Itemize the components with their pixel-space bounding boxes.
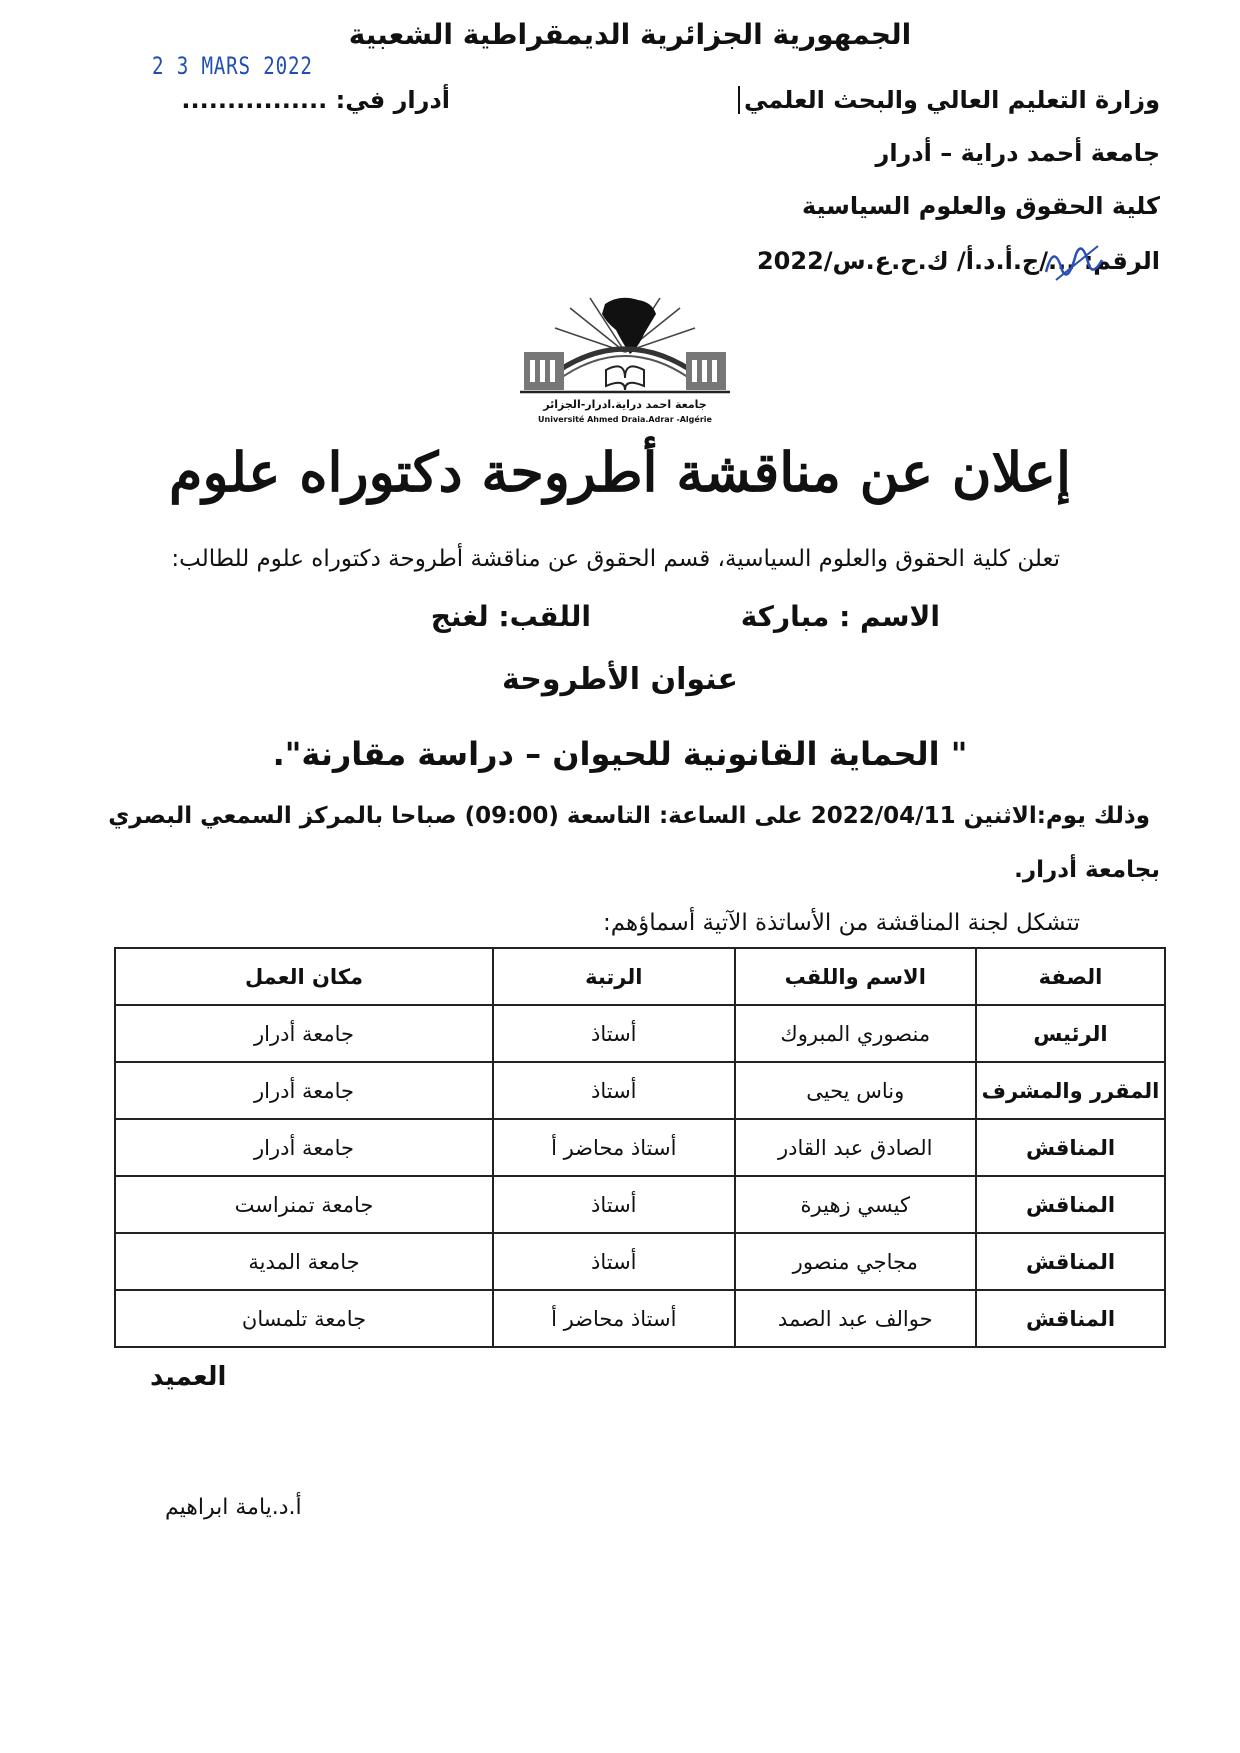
logo-arabic-name: جامعة احمد دراية.ادرار-الجزائر <box>543 398 707 411</box>
table-cell: وناس يحيى <box>735 1062 977 1119</box>
table-cell: كيسي زهيرة <box>735 1176 977 1233</box>
table-cell: المناقش <box>976 1290 1165 1347</box>
committee-intro: تتشكل لجنة المناقشة من الأساتذة الآتية أسماؤهم: <box>602 910 1080 936</box>
column-header: الصفة <box>976 948 1165 1005</box>
session-details: وذلك يوم:الاثنين 2022/04/11 على الساعة: التاسعة (09:00) صباحا بالمركز السمعي البصري <box>108 803 1150 829</box>
table-row <box>115 1005 1165 1062</box>
table-cell: جامعة أدرار <box>115 1119 493 1176</box>
faculty-name: كلية الحقوق والعلوم السياسية <box>801 192 1160 220</box>
table-cell: أستاذ <box>493 1005 735 1062</box>
column-header: الاسم واللقب <box>735 948 977 1005</box>
table-cell: منصوري المبروك <box>735 1005 977 1062</box>
column-header: مكان العمل <box>115 948 493 1005</box>
table-cell: أستاذ <box>493 1176 735 1233</box>
reference-number: الرقم: .../ج.أ.د.أ/ ك.ح.ع.س/2022 <box>756 247 1160 275</box>
table-cell: المناقش <box>976 1176 1165 1233</box>
table-row <box>115 1233 1165 1290</box>
table-cell: حوالف عبد الصمد <box>735 1290 977 1347</box>
table-cell: أستاذ محاضر أ <box>493 1119 735 1176</box>
student-last-name: اللقب: لغنج <box>430 600 591 633</box>
announcement-title: إعلان عن مناقشة أطروحة دكتوراه علوم <box>169 440 1071 504</box>
thesis-title: " الحماية القانونية للحيوان – دراسة مقارنة". <box>272 735 968 773</box>
table-cell: جامعة أدرار <box>115 1062 493 1119</box>
table-cell: جامعة تلمسان <box>115 1290 493 1347</box>
date-stamp: 2 3 MARS 2022 <box>152 52 313 80</box>
university-logo <box>510 290 740 430</box>
table-row <box>115 1062 1165 1119</box>
table-row <box>115 1119 1165 1176</box>
intro-text: تعلن كلية الحقوق والعلوم السياسية، قسم الحقوق عن مناقشة أطروحة دكتوراه علوم للطالب: <box>171 546 1060 572</box>
table-cell: الرئيس <box>976 1005 1165 1062</box>
table-cell: المقرر والمشرف <box>976 1062 1165 1119</box>
committee-table <box>114 947 1166 1348</box>
table-cell: أستاذ <box>493 1233 735 1290</box>
dean-title: العميد <box>150 1362 227 1392</box>
table-row <box>115 1176 1165 1233</box>
table-cell: الصادق عبد القادر <box>735 1119 977 1176</box>
table-cell: جامعة المدية <box>115 1233 493 1290</box>
session-location: بجامعة أدرار. <box>1014 857 1160 883</box>
university-name: جامعة أحمد دراية – أدرار <box>875 139 1160 167</box>
ministry-name: وزارة التعليم العالي والبحث العلمي <box>738 86 1160 114</box>
student-name-line <box>380 600 940 633</box>
table-cell: جامعة تمنراست <box>115 1176 493 1233</box>
table-cell: جامعة أدرار <box>115 1005 493 1062</box>
student-first-name: الاسم : مباركة <box>740 600 940 633</box>
thesis-heading: عنوان الأطروحة <box>502 662 738 697</box>
table-cell: أستاذ محاضر أ <box>493 1290 735 1347</box>
republic-header: الجمهورية الجزائرية الديمقراطية الشعبية <box>348 18 912 51</box>
table-cell: المناقش <box>976 1233 1165 1290</box>
table-header-row <box>115 948 1165 1005</box>
signatory-name: أ.د.يامة ابراهيم <box>165 1495 302 1520</box>
logo-french-name: Université Ahmed Draia.Adrar -Algérie <box>538 415 712 424</box>
handwritten-initials <box>1036 232 1116 292</box>
table-cell: المناقش <box>976 1119 1165 1176</box>
table-cell: أستاذ <box>493 1062 735 1119</box>
place-date-line: أدرار في: ................ <box>181 86 450 114</box>
table-row <box>115 1290 1165 1347</box>
table-cell: مجاجي منصور <box>735 1233 977 1290</box>
column-header: الرتبة <box>493 948 735 1005</box>
